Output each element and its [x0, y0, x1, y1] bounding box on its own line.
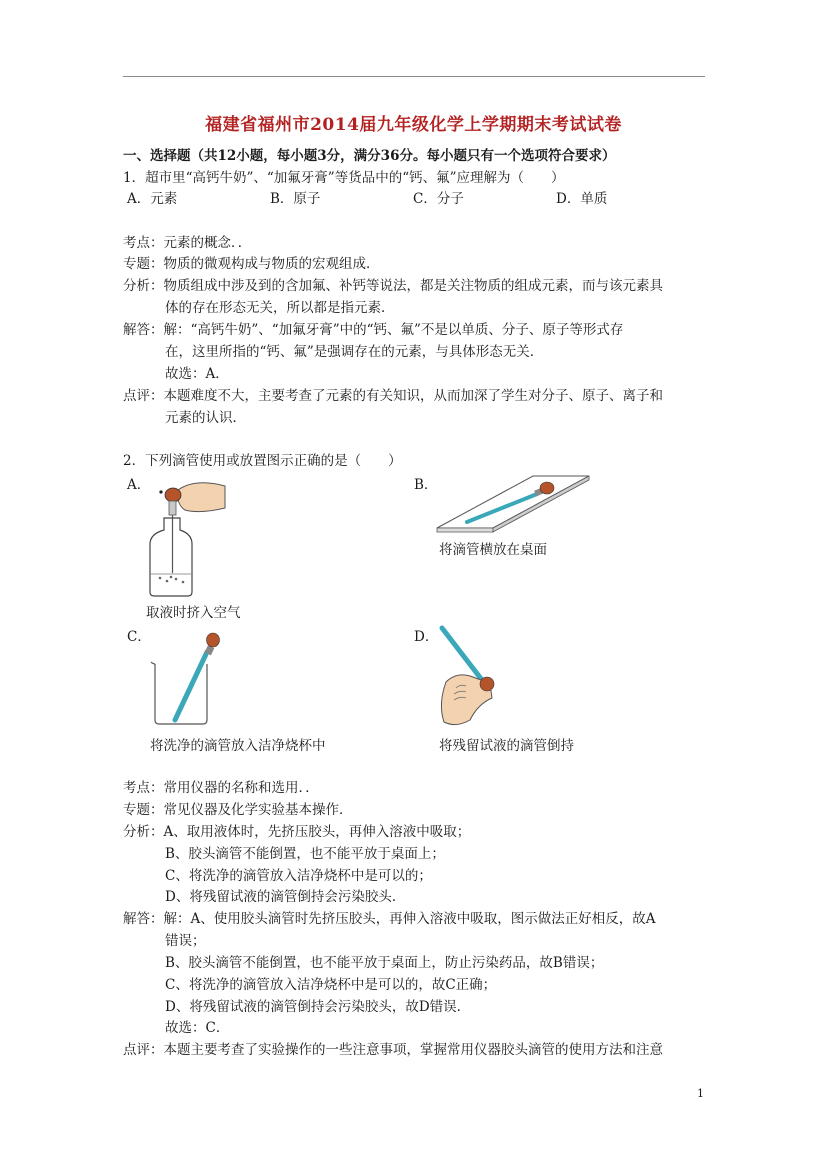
q2-stem: 2．下列滴管使用或放置图示正确的是（ ） — [123, 453, 402, 469]
q2-jieda-line3: B、胶头滴管不能倒置，也不能平放于桌面上，防止污染药品，故B错误； — [165, 955, 604, 971]
q1-answer: 故选：A． — [165, 366, 229, 382]
q2-fenxi-line2: B、胶头滴管不能倒置，也不能平放于桌面上； — [165, 846, 445, 862]
q2-jieda-line5: D、将残留试液的滴管倒持会污染胶头，故D错误． — [165, 999, 471, 1015]
q1-stem: 1．超市里“高钙牛奶”、“加氟牙膏”等货品中的“钙、氟”应理解为（ ） — [123, 170, 565, 186]
q2-option-c-caption: 将洗净的滴管放入洁净烧杯中 — [150, 738, 326, 754]
q1-option-a: A．元素 — [127, 191, 178, 207]
q2-option-d-letter: D． — [414, 629, 439, 645]
dropper-on-table-illustration — [433, 470, 593, 534]
q1-zhuanti: 专题：物质的微观构成与物质的宏观组成． — [123, 256, 380, 272]
page-title: 福建省福州市2014届九年级化学上学期期末考试试卷 — [205, 115, 622, 135]
dropper-held-inverted-illustration — [436, 624, 506, 732]
q1-jieda-line1: 解答：解：“高钙牛奶”、“加氟牙膏”中的“钙、氟”不是以单质、分子、原子等形式存 — [123, 322, 624, 338]
q2-answer: 故选：C． — [165, 1020, 230, 1036]
q2-option-a-caption: 取液时挤入空气 — [146, 605, 241, 621]
q2-option-a-letter: A． — [127, 477, 151, 493]
q2-option-b-caption: 将滴管横放在桌面 — [439, 542, 547, 558]
q2-option-b-letter: B． — [414, 477, 438, 493]
q2-fenxi-line4: D、将残留试液的滴管倒持会污染胶头． — [165, 889, 406, 905]
section-heading: 一、选择题（共12小题，每小题3分，满分36分。每小题只有一个选项符合要求） — [123, 148, 616, 164]
q1-dianping-line2: 元素的认识． — [165, 410, 246, 426]
q1-option-d: D．单质 — [556, 191, 608, 207]
q2-jieda-line1: 解答：解：A、使用胶头滴管时先挤压胶头，再伸入溶液中吸取，图示做法正好相反，故A — [123, 911, 656, 927]
q2-dianping: 点评：本题主要考查了实验操作的一些注意事项，掌握常用仪器胶头滴管的使用方法和注意 — [123, 1042, 663, 1058]
q2-jieda-line2: 错误； — [165, 933, 206, 949]
dropper-in-beaker-illustration — [147, 632, 222, 727]
q1-option-c: C．分子 — [413, 191, 464, 207]
q1-fenxi-line2: 体的存在形态无关，所以都是指元素． — [165, 300, 395, 316]
header-rule — [123, 76, 705, 77]
q1-jieda-line2: 在，这里所指的“钙、氟”是强调存在的元素，与具体形态无关． — [165, 344, 544, 360]
q1-dianping-line1: 点评：本题难度不大，主要考查了元素的有关知识，从而加深了学生对分子、原子、离子和 — [123, 388, 663, 404]
dropper-bottle-illustration — [140, 478, 230, 600]
q1-option-b: B．原子 — [270, 191, 321, 207]
q1-fenxi-line1: 分析：物质组成中涉及到的含加氟、补钙等说法，都是关注物质的组成元素，而与该元素具 — [123, 278, 663, 294]
q2-kaodian: 考点：常用仪器的名称和选用．． — [123, 780, 319, 796]
q1-kaodian: 考点：元素的概念．． — [123, 235, 252, 251]
q2-fenxi-line1: 分析：A、取用液体时，先挤压胶头，再伸入溶液中吸取； — [123, 824, 471, 840]
q2-zhuanti: 专题：常见仪器及化学实验基本操作． — [123, 802, 353, 818]
q2-option-c-letter: C． — [127, 629, 151, 645]
q2-fenxi-line3: C、将洗净的滴管放入洁净烧杯中是可以的； — [165, 868, 432, 884]
q2-jieda-line4: C、将洗净的滴管放入洁净烧杯中是可以的，故C正确； — [165, 977, 497, 993]
q2-option-d-caption: 将残留试液的滴管倒持 — [439, 738, 574, 754]
page-number: 1 — [697, 1087, 704, 1100]
